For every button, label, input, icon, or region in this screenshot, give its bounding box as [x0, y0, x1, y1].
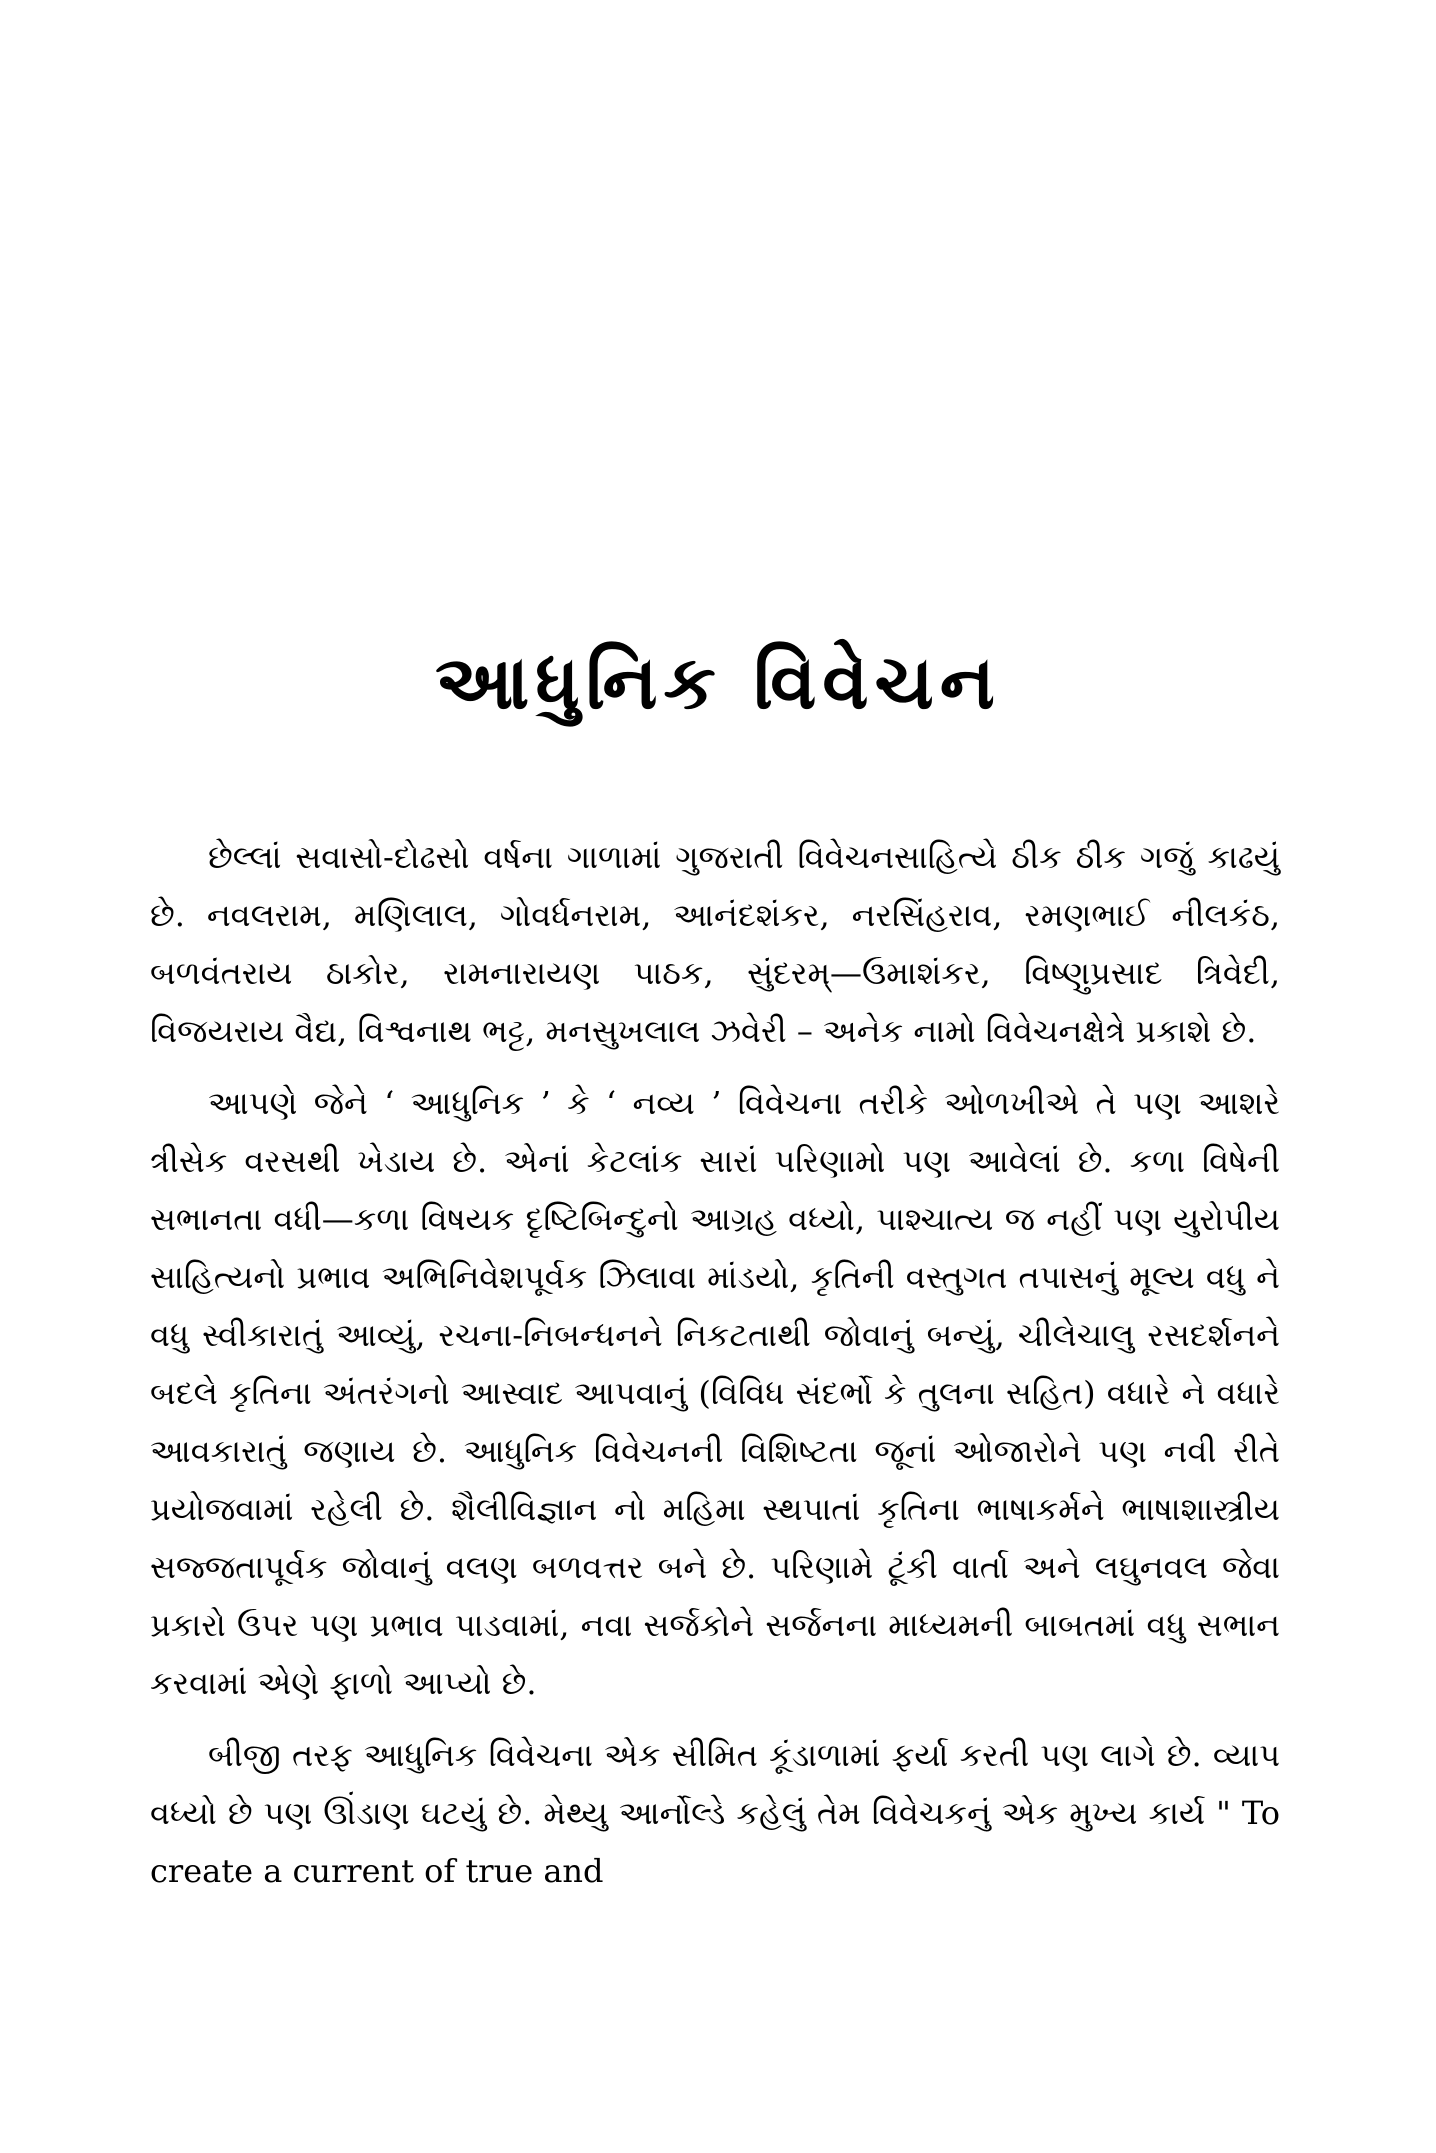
paragraph-1: છેલ્લાં સવાસો-દોઢસો વર્ષના ગાળામાં ગુજરાતી વિવેચનસાહિત્યે ઠીક ઠીક ગજું કાઢયું છે. નવલરામ, મણિલાલ, ગોવર્ધનરામ, આનંદશંકર, નરસિંહરાવ, રમણભાઈ નીલકંઠ, બળવંતરાય ઠાકોર, રામનારાયણ પાઠક, સુંદરમ્—ઉમાશંકર, વિષ્ણુપ્રસાદ ત્રિવેદી, વિજયરાય વૈદ્ય, વિશ્વનાથ ભટ્ટ, મનસુખલાલ ઝવેરી – અનેક નામો વિવેચનક્ષેત્રે પ્રકાશે છે. — [150, 838, 1280, 1050]
body-text — [150, 828, 1280, 1914]
paragraph-2: આપણે જેને ‘ આધુનિક ’ કે ‘ નવ્ય ’ વિવેચના તરીકે ઓળખીએ તે પણ આશરે ત્રીસેક વરસથી ખેડાય છે. એનાં કેટલાંક સારાં પરિણામો પણ આવેલાં છે. કળા વિષેની સભાનતા વધી—કળા વિષયક દૃષ્ટિબિન્દુનો આગ્રહ વધ્યો, પાશ્ચાત્ય જ નહીં પણ યુરોપીય સાહિત્યનો પ્રભાવ અભિનિવેશપૂર્વક ઝિલાવા માંડયો, કૃતિની વસ્તુગત તપાસનું મૂલ્ય વધુ ને વધુ સ્વીકારાતું આવ્યું, રચના-નિબન્ધનને નિકટતાથી જોવાનું બન્યું, ચીલેચાલુ રસદર્શનને બદલે કૃતિના અંતરંગનો આસ્વાદ આપવાનું (વિવિધ સંદર્ભો કે તુલના સહિત) વધારે ને વધારે આવકારાતું જણાય છે. આધુનિક વિવેચનની વિશિષ્ટતા જૂનાં ઓજારોને પણ નવી રીતે પ્રયોજવામાં રહેલી છે. શૈલીવિજ્ઞાન નો મહિમા સ્થપાતાં કૃતિના ભાષાકર્મને ભાષાશાસ્ત્રીય સજ્જતાપૂર્વક જોવાનું વલણ બળવત્તર બને છે. પરિણામે ટૂંકી વાર્તા અને લઘુનવલ જેવા પ્રકારો ઉપર પણ પ્રભાવ પાડવામાં, નવા સર્જકોને સર્જનના માધ્યમની બાબતમાં વધુ સભાન કરવામાં એણે ફાળો આપ્યો છે. — [150, 1084, 1280, 1702]
paragraph-3: બીજી તરફ આધુનિક વિવેચના એક સીમિત કૂંડાળામાં ફર્યા કરતી પણ લાગે છે. વ્યાપ વધ્યો છે પણ ઊંડાણ ઘટયું છે. મેથ્યુ આર્નોલ્ડે કહેલું તેમ વિવેચકનું એક મુખ્ય કાર્ય " To create a current of true and — [150, 1736, 1280, 1890]
chapter-title: આધુનિક વિવેચન — [435, 640, 1001, 726]
